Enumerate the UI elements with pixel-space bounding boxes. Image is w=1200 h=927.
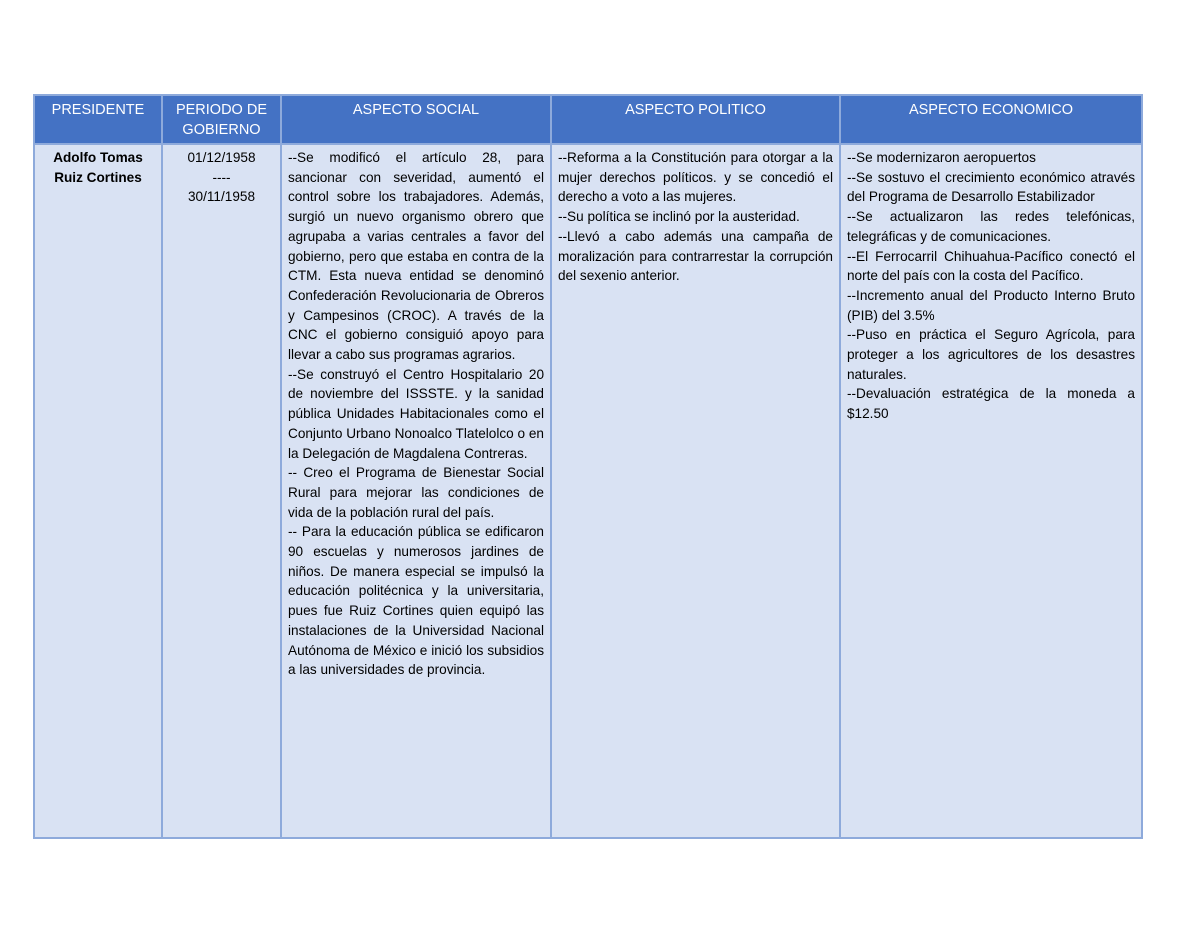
header-period: PERIODO DE GOBIERNO bbox=[162, 95, 281, 144]
header-economic: ASPECTO ECONOMICO bbox=[840, 95, 1142, 144]
economic-item: --Devaluación estratégica de la moneda a $12.50 bbox=[847, 386, 1135, 422]
period-end: 30/11/1958 bbox=[187, 189, 256, 205]
period-start: 01/12/1958 bbox=[187, 150, 256, 165]
economic-item: --Incremento anual del Producto Interno Bruto (PIB) del 3.5% bbox=[847, 287, 1135, 323]
economic-item: --Puso en práctica el Seguro Agrícola, para proteger a los agricultores de los desastres naturales. bbox=[847, 327, 1135, 382]
table-row bbox=[34, 144, 1142, 838]
political-aspect-cell bbox=[551, 144, 840, 838]
social-item: -- Creo el Programa de Bienestar Social Rural para mejorar las condiciones de vida de la población rural del país. bbox=[288, 465, 544, 520]
header-social: ASPECTO SOCIAL bbox=[281, 95, 551, 144]
table-header-row bbox=[34, 95, 1142, 144]
presidents-table bbox=[33, 94, 1143, 839]
president-name: Adolfo Tomas Ruiz Cortines bbox=[53, 150, 143, 185]
political-item: --Su política se inclinó por la austeridad. bbox=[558, 209, 800, 225]
social-item: --Se construyó el Centro Hospitalario 20 de noviembre del ISSSTE. y la sanidad pública Unidades Habitacionales como el Conjunto Urbano Nonoalco Tlatelolco o en la Delegación de Magdalena Contreras. bbox=[288, 366, 544, 461]
economic-item: --Se sostuvo el crecimiento económico através del Programa de Desarrollo Estabilizador bbox=[847, 169, 1135, 205]
social-item: -- Para la educación pública se edificaron 90 escuelas y numerosos jardines de niños. De manera especial se impulsó la educación politécnica y la universitaria, pues fue Ruiz Cortines quien equipó las instalaciones de la Universidad Nacional Autónoma de México e inició los subsidios a las universidades de provincia. bbox=[288, 524, 544, 678]
economic-item: --Se modernizaron aeropuertos bbox=[847, 150, 1036, 165]
economic-item: --El Ferrocarril Chihuahua-Pacífico conectó el norte del país con la costa del Pacífico. bbox=[847, 248, 1135, 284]
header-political: ASPECTO POLITICO bbox=[551, 95, 840, 144]
period-separator: ---- bbox=[212, 169, 231, 185]
period-cell bbox=[162, 144, 281, 838]
political-item: --Llevó a cabo además una campaña de moralización para contrarrestar la corrupción del sexenio anterior. bbox=[558, 228, 833, 284]
header-president: PRESIDENTE bbox=[34, 95, 162, 144]
economic-aspect-cell bbox=[840, 144, 1142, 838]
social-aspect-cell bbox=[281, 144, 551, 838]
president-name-cell bbox=[34, 144, 162, 838]
economic-item: --Se actualizaron las redes telefónicas, telegráficas y de comunicaciones. bbox=[847, 209, 1135, 244]
political-item: --Reforma a la Constitución para otorgar a la mujer derechos políticos. y se concedió el derecho a voto a las mujeres. bbox=[558, 150, 833, 205]
social-item: --Se modificó el artículo 28, para sancionar con severidad, aumentó el control sobre los trabajadores. Además, surgió un nuevo organismo obrero que agrupaba a varias centrales a favor del gobierno, pero que estaba en contra de la CTM. Esta nueva entidad se denominó Confederación Revolucionaria de Obreros y Campesinos (CROC). A través de la CNC el gobierno consiguió apoyo para llevar a cabo sus programas agrarios. bbox=[288, 150, 544, 363]
